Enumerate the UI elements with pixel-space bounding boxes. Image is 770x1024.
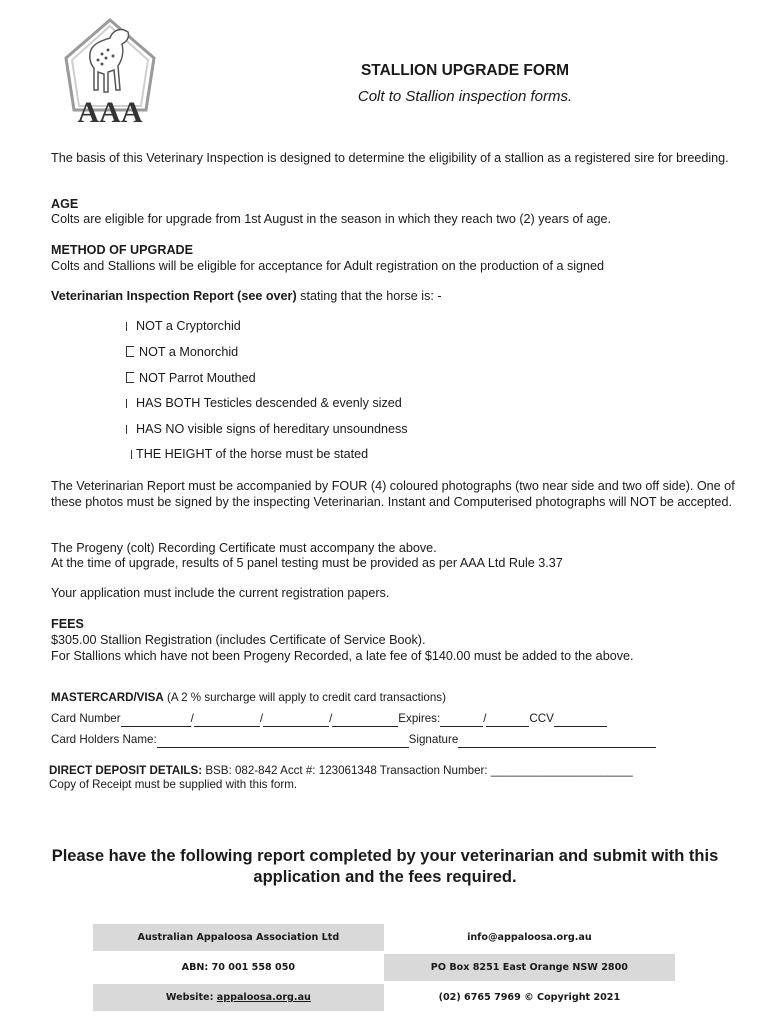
registration-text: Your application must include the current registration papers.	[51, 586, 390, 600]
card-number-row: Card Number / / / Expires: / CCV	[51, 711, 741, 727]
card-number-field-1[interactable]	[121, 714, 191, 727]
progeny-line-2: At the time of upgrade, results of 5 panel testing must be provided as per AAA Ltd Rule 3.37	[51, 556, 563, 570]
call-to-action: Please have the following report completed by your veterinarian and submit with this application and the fees required.	[51, 847, 719, 886]
deposit-note: Copy of Receipt must be supplied with this form.	[49, 778, 298, 791]
card-type-label: MASTERCARD/VISA	[51, 691, 164, 704]
fees-heading: FEES	[51, 617, 84, 631]
signature-label: Signature	[408, 733, 459, 746]
fees-line-2: For Stallions which have not been Progeny Recorded, a late fee of $140.00 must be added to the above.	[51, 649, 634, 663]
footer-table	[93, 921, 675, 1014]
footer-org: Australian Appaloosa Association Ltd	[93, 924, 384, 951]
ccv-label: CCV	[529, 712, 554, 725]
inspection-report-line	[51, 288, 741, 304]
card-holder-label: Card Holders Name:	[51, 733, 157, 746]
progeny-line-1: The Progeny (colt) Recording Certificate must accompany the above.	[51, 541, 437, 555]
footer-website-cell	[93, 984, 384, 1011]
inspection-report-bold: Veterinarian Inspection Report (see over)	[51, 289, 297, 303]
form-subtitle: Colt to Stallion inspection forms.	[357, 88, 573, 105]
deposit-label: DIRECT DEPOSIT DETAILS:	[49, 764, 203, 777]
age-heading: AGE	[51, 197, 79, 211]
checkbox[interactable]	[126, 322, 127, 331]
expires-label: Expires:	[398, 712, 441, 725]
checklist-item[interactable]: NOT a Cryptorchid	[126, 318, 241, 334]
footer-website-label: Website:	[165, 992, 217, 1003]
card-number-field-4[interactable]	[332, 714, 398, 727]
inspection-report-rest: stating that the horse is: -	[296, 289, 442, 303]
expiry-year-field[interactable]	[486, 714, 529, 727]
checklist-item[interactable]: HAS BOTH Testicles descended & evenly sized	[126, 395, 402, 411]
fees-line-1: $305.00 Stallion Registration (includes Certificate of Service Book).	[51, 633, 426, 647]
card-holder-row	[51, 732, 741, 748]
checklist-item[interactable]: HAS NO visible signs of hereditary unsoundness	[126, 421, 408, 437]
method-heading: METHOD OF UPGRADE	[51, 243, 194, 257]
card-holder-field[interactable]	[157, 735, 409, 748]
checkbox[interactable]	[126, 372, 134, 383]
card-number-field-3[interactable]	[263, 714, 329, 727]
expiry-month-field[interactable]	[440, 714, 483, 727]
footer-website-link[interactable]: appaloosa.org.au	[216, 992, 311, 1003]
card-number-label: Card Number	[51, 712, 121, 725]
footer-phone: (02) 6765 7969 © Copyright 2021	[384, 984, 675, 1011]
signature-field[interactable]	[458, 735, 656, 748]
deposit-details-text: BSB: 082-842 Acct #: 123061348 Transaction Number: ______________________	[202, 764, 633, 777]
svg-text:AAA: AAA	[77, 96, 143, 129]
form-title: STALLION UPGRADE FORM	[360, 62, 570, 79]
checklist-item[interactable]: THE HEIGHT of the horse must be stated	[131, 446, 368, 462]
checkbox[interactable]	[126, 346, 134, 357]
checklist-item[interactable]: NOT Parrot Mouthed	[126, 370, 256, 386]
checkbox[interactable]	[126, 399, 127, 408]
intro-text: The basis of this Veterinary Inspection is designed to determine the eligibility of a stallion as a registered sire for breeding.	[51, 151, 729, 165]
checklist-item[interactable]: NOT a Monorchid	[126, 344, 238, 360]
age-text: Colts are eligible for upgrade from 1st August in the season in which they reach two (2) years of age.	[51, 212, 612, 226]
payment-heading	[51, 690, 741, 706]
method-text: Colts and Stallions will be eligible for acceptance for Adult registration on the production of a signed	[51, 259, 605, 273]
aaa-logo	[58, 14, 162, 132]
footer-email[interactable]: info@appaloosa.org.au	[384, 924, 675, 951]
footer-po-box: PO Box 8251 East Orange NSW 2800	[384, 954, 675, 981]
checkbox[interactable]	[131, 450, 132, 459]
surcharge-note: (A 2 % surcharge will apply to credit card transactions)	[163, 691, 446, 704]
photos-text: The Veterinarian Report must be accompanied by FOUR (4) coloured photographs (two near side and two off side). One of these photos must be signed by the inspecting Veterinarian. Instant and Computerised photographs will NOT be accepted.	[51, 479, 735, 509]
ccv-field[interactable]	[554, 714, 607, 727]
footer-abn: ABN: 70 001 558 050	[93, 954, 384, 981]
checkbox[interactable]	[126, 425, 127, 434]
card-number-field-2[interactable]	[194, 714, 260, 727]
